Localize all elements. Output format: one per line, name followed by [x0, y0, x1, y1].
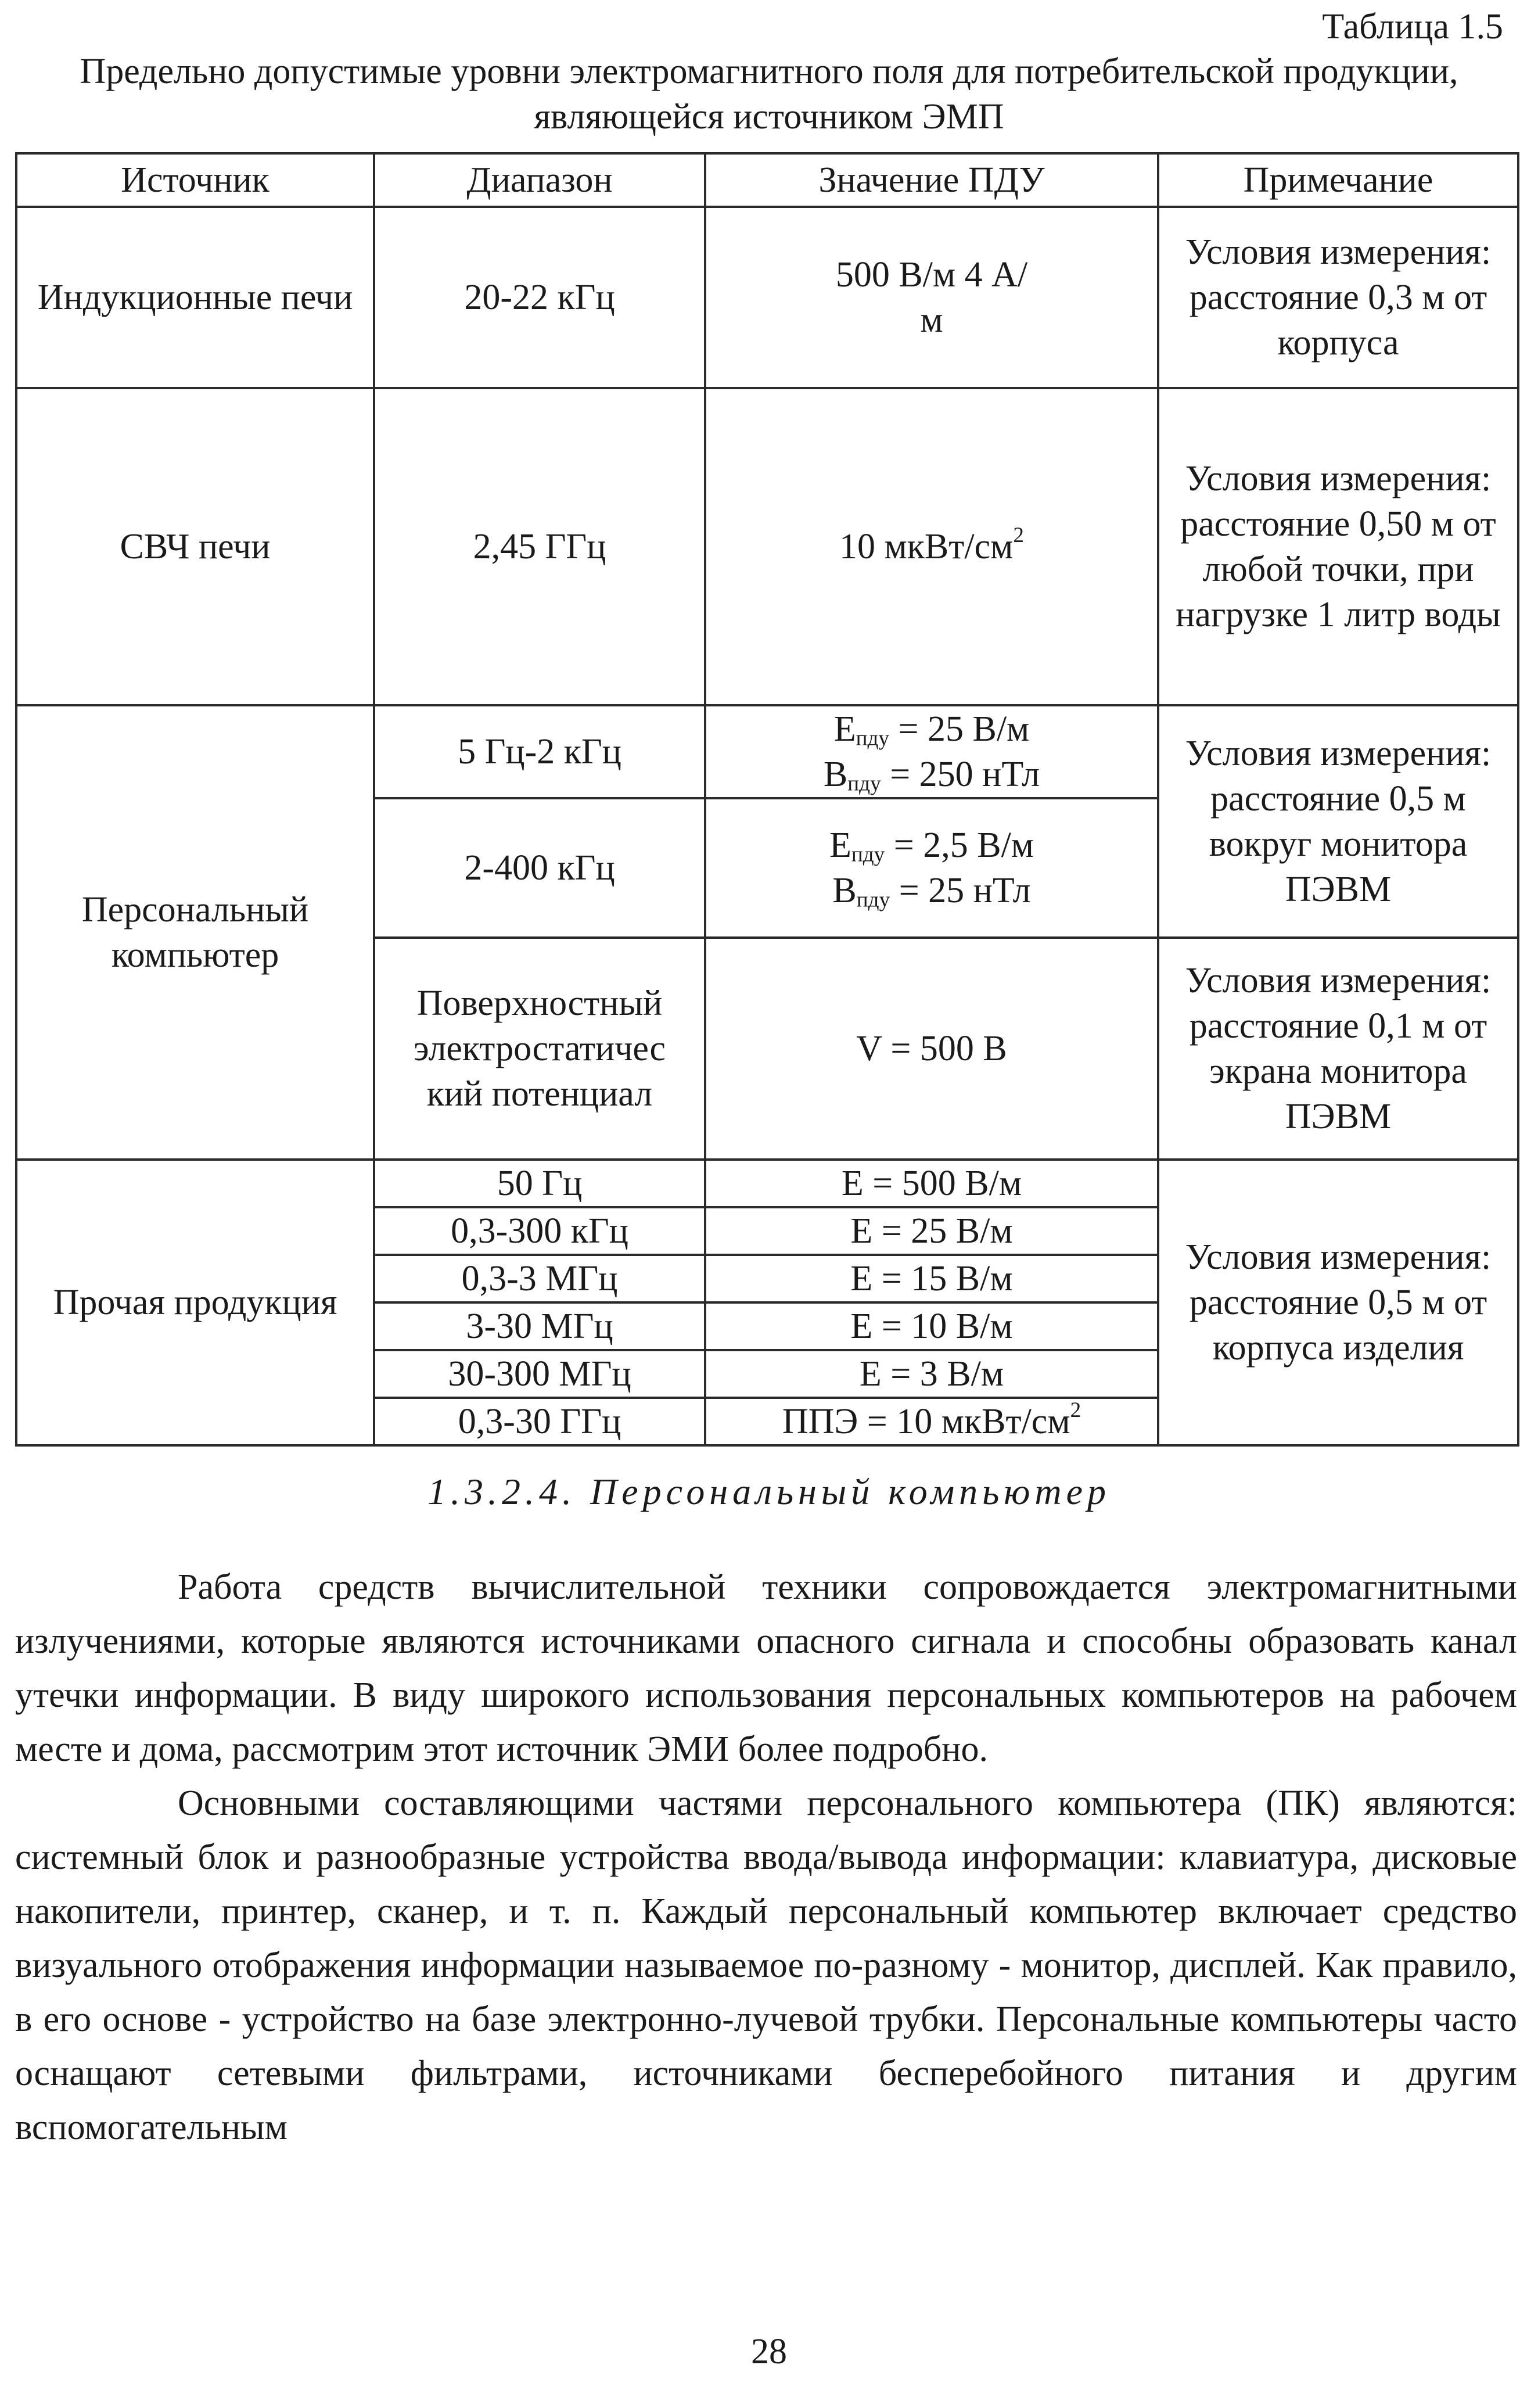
microwave-value: 10 мкВт/см	[839, 527, 1014, 566]
microwave-value-exponent: 2	[1013, 523, 1024, 548]
pc-range-3: Поверхностный электростатический потенциал	[414, 984, 666, 1114]
pc-value-2-e-symbol: Е	[829, 826, 851, 865]
pc-value-2-b-subscript: пду	[856, 888, 890, 912]
cell-source	[16, 388, 374, 705]
table-row	[16, 207, 1518, 388]
induction-source: Индукционные печи	[37, 278, 353, 317]
pc-value-2-e-amount: = 2,5 В/м	[885, 826, 1034, 865]
other-value: Е = 25 В/м	[850, 1211, 1013, 1251]
cell-range	[374, 1398, 705, 1445]
induction-value: 500 В/м 4 А/м	[835, 255, 1028, 340]
pc-range-2: 2-400 кГц	[464, 848, 615, 888]
cell-value	[705, 938, 1158, 1160]
cell-range	[374, 705, 705, 798]
cell-range	[374, 1350, 705, 1398]
cell-note	[1158, 938, 1518, 1160]
microwave-source: СВЧ печи	[120, 527, 271, 566]
other-range: 30-300 МГц	[448, 1354, 631, 1394]
paragraph: Работа средств вычислительной техники сопровождается электромагнитными излучениями, которые являются источниками опасного сигнала и способны образовать канал утечки информации. В виду широкого использования персональных компьютеров на рабочем месте и дома, рассмотрим этот источник ЭМИ более подробно.	[15, 1567, 1517, 1769]
other-range: 0,3-300 кГц	[451, 1211, 628, 1251]
table-number: Таблица 1.5	[1322, 7, 1503, 46]
page-number: 28	[751, 2332, 787, 2371]
other-note: Условия измерения: расстояние 0,5 м от корпуса изделия	[1185, 1237, 1492, 1368]
pc-value-3: V = 500 В	[856, 1029, 1007, 1068]
cell-value	[705, 207, 1158, 388]
microwave-range: 2,45 ГГц	[473, 527, 606, 566]
other-value: Е = 10 В/м	[850, 1307, 1013, 1346]
cell-source	[16, 1160, 374, 1445]
microwave-note: Условия измерения: расстояние 0,50 м от любой точки, при нагрузке 1 литр воды	[1176, 459, 1501, 634]
other-range: 0,3-30 ГГц	[458, 1402, 621, 1441]
table-row	[16, 1160, 1518, 1207]
other-value-exponent: 2	[1070, 1398, 1081, 1423]
pc-source: Персональный компьютер	[81, 890, 309, 975]
cell-value	[705, 1255, 1158, 1302]
pc-note-1: Условия измерения: расстояние 0,5 м вокруг монитора ПЭВМ	[1185, 734, 1492, 909]
pc-value-1-e	[712, 706, 1151, 752]
cell-value	[705, 1207, 1158, 1255]
pc-value-2-e	[712, 823, 1151, 868]
pc-value-1-e-symbol: Е	[833, 709, 856, 749]
pc-value-2-b	[712, 868, 1151, 913]
table-title: Предельно допустимые уровни электромагнитного поля для потребительской продукции, являющейся источником ЭМП	[80, 52, 1458, 137]
pc-range-1: 5 Гц-2 кГц	[458, 732, 621, 771]
cell-note	[1158, 705, 1518, 938]
pc-value-1-e-amount: = 25 В/м	[889, 709, 1030, 749]
other-range: 0,3-3 МГц	[461, 1259, 618, 1298]
cell-source	[16, 207, 374, 388]
induction-note: Условия измерения: расстояние 0,3 м от корпуса	[1185, 232, 1492, 363]
cell-range	[374, 1302, 705, 1350]
pc-value-2-b-symbol: В	[832, 871, 857, 910]
cell-value	[705, 1350, 1158, 1398]
other-value: Е = 3 В/м	[859, 1354, 1004, 1394]
table-row	[16, 705, 1518, 798]
pc-value-1-b-subscript: пду	[847, 771, 881, 796]
pc-value-1-e-subscript: пду	[856, 726, 889, 751]
pc-value-1-b-amount: = 250 нТл	[881, 755, 1040, 794]
header-value: Значение ПДУ	[705, 153, 1158, 207]
other-value: Е = 15 В/м	[850, 1259, 1013, 1298]
pc-value-1-b-symbol: В	[823, 755, 848, 794]
paragraph: Основными составляющими частями персонального компьютера (ПК) являются: системный блок и разнообразные устройства ввода/вывода информации: клавиатура, дисковые накопители, принтер, сканер, и т. п. Каждый персональный компьютер включает средство визуального отображения информации называемое по-разному - монитор, дисплей. Как правило, в его основе - устройство на базе электронно-лучевой трубки. Персональные компьютеры часто оснащают сетевыми фильтрами, источниками бесперебойного питания и другим вспомогательным	[15, 1783, 1517, 2147]
emf-limits-table	[15, 152, 1519, 1447]
other-range: 50 Гц	[497, 1164, 583, 1203]
header-note: Примечание	[1158, 153, 1518, 207]
induction-range: 20-22 кГц	[464, 278, 615, 317]
cell-value	[705, 1160, 1158, 1207]
pc-note-2: Условия измерения: расстояние 0,1 м от экрана монитора ПЭВМ	[1185, 961, 1492, 1136]
cell-note	[1158, 1160, 1518, 1445]
header-source: Источник	[16, 153, 374, 207]
cell-range	[374, 388, 705, 705]
section-heading: 1.3.2.4. Персональный компьютер	[427, 1471, 1111, 1512]
cell-note	[1158, 388, 1518, 705]
other-value: ППЭ = 10 мкВт/см	[782, 1402, 1070, 1441]
cell-range	[374, 1255, 705, 1302]
other-value: Е = 500 В/м	[841, 1164, 1022, 1203]
cell-range	[374, 1160, 705, 1207]
header-range: Диапазон	[374, 153, 705, 207]
cell-value	[705, 1302, 1158, 1350]
cell-source	[16, 705, 374, 1160]
pc-value-2-e-subscript: пду	[851, 842, 885, 867]
table-row	[16, 388, 1518, 705]
other-source: Прочая продукция	[53, 1283, 337, 1322]
cell-note	[1158, 207, 1518, 388]
body-text	[15, 1560, 1517, 2155]
pc-value-1-b	[712, 752, 1151, 797]
cell-range	[374, 207, 705, 388]
cell-range	[374, 1207, 705, 1255]
cell-value	[705, 388, 1158, 705]
cell-value	[705, 1398, 1158, 1445]
table-header-row	[16, 153, 1518, 207]
pc-value-2-b-amount: = 25 нТл	[890, 871, 1031, 910]
cell-range	[374, 798, 705, 938]
other-range: 3-30 МГц	[466, 1307, 613, 1346]
cell-value	[705, 705, 1158, 798]
cell-range	[374, 938, 705, 1160]
cell-value	[705, 798, 1158, 938]
